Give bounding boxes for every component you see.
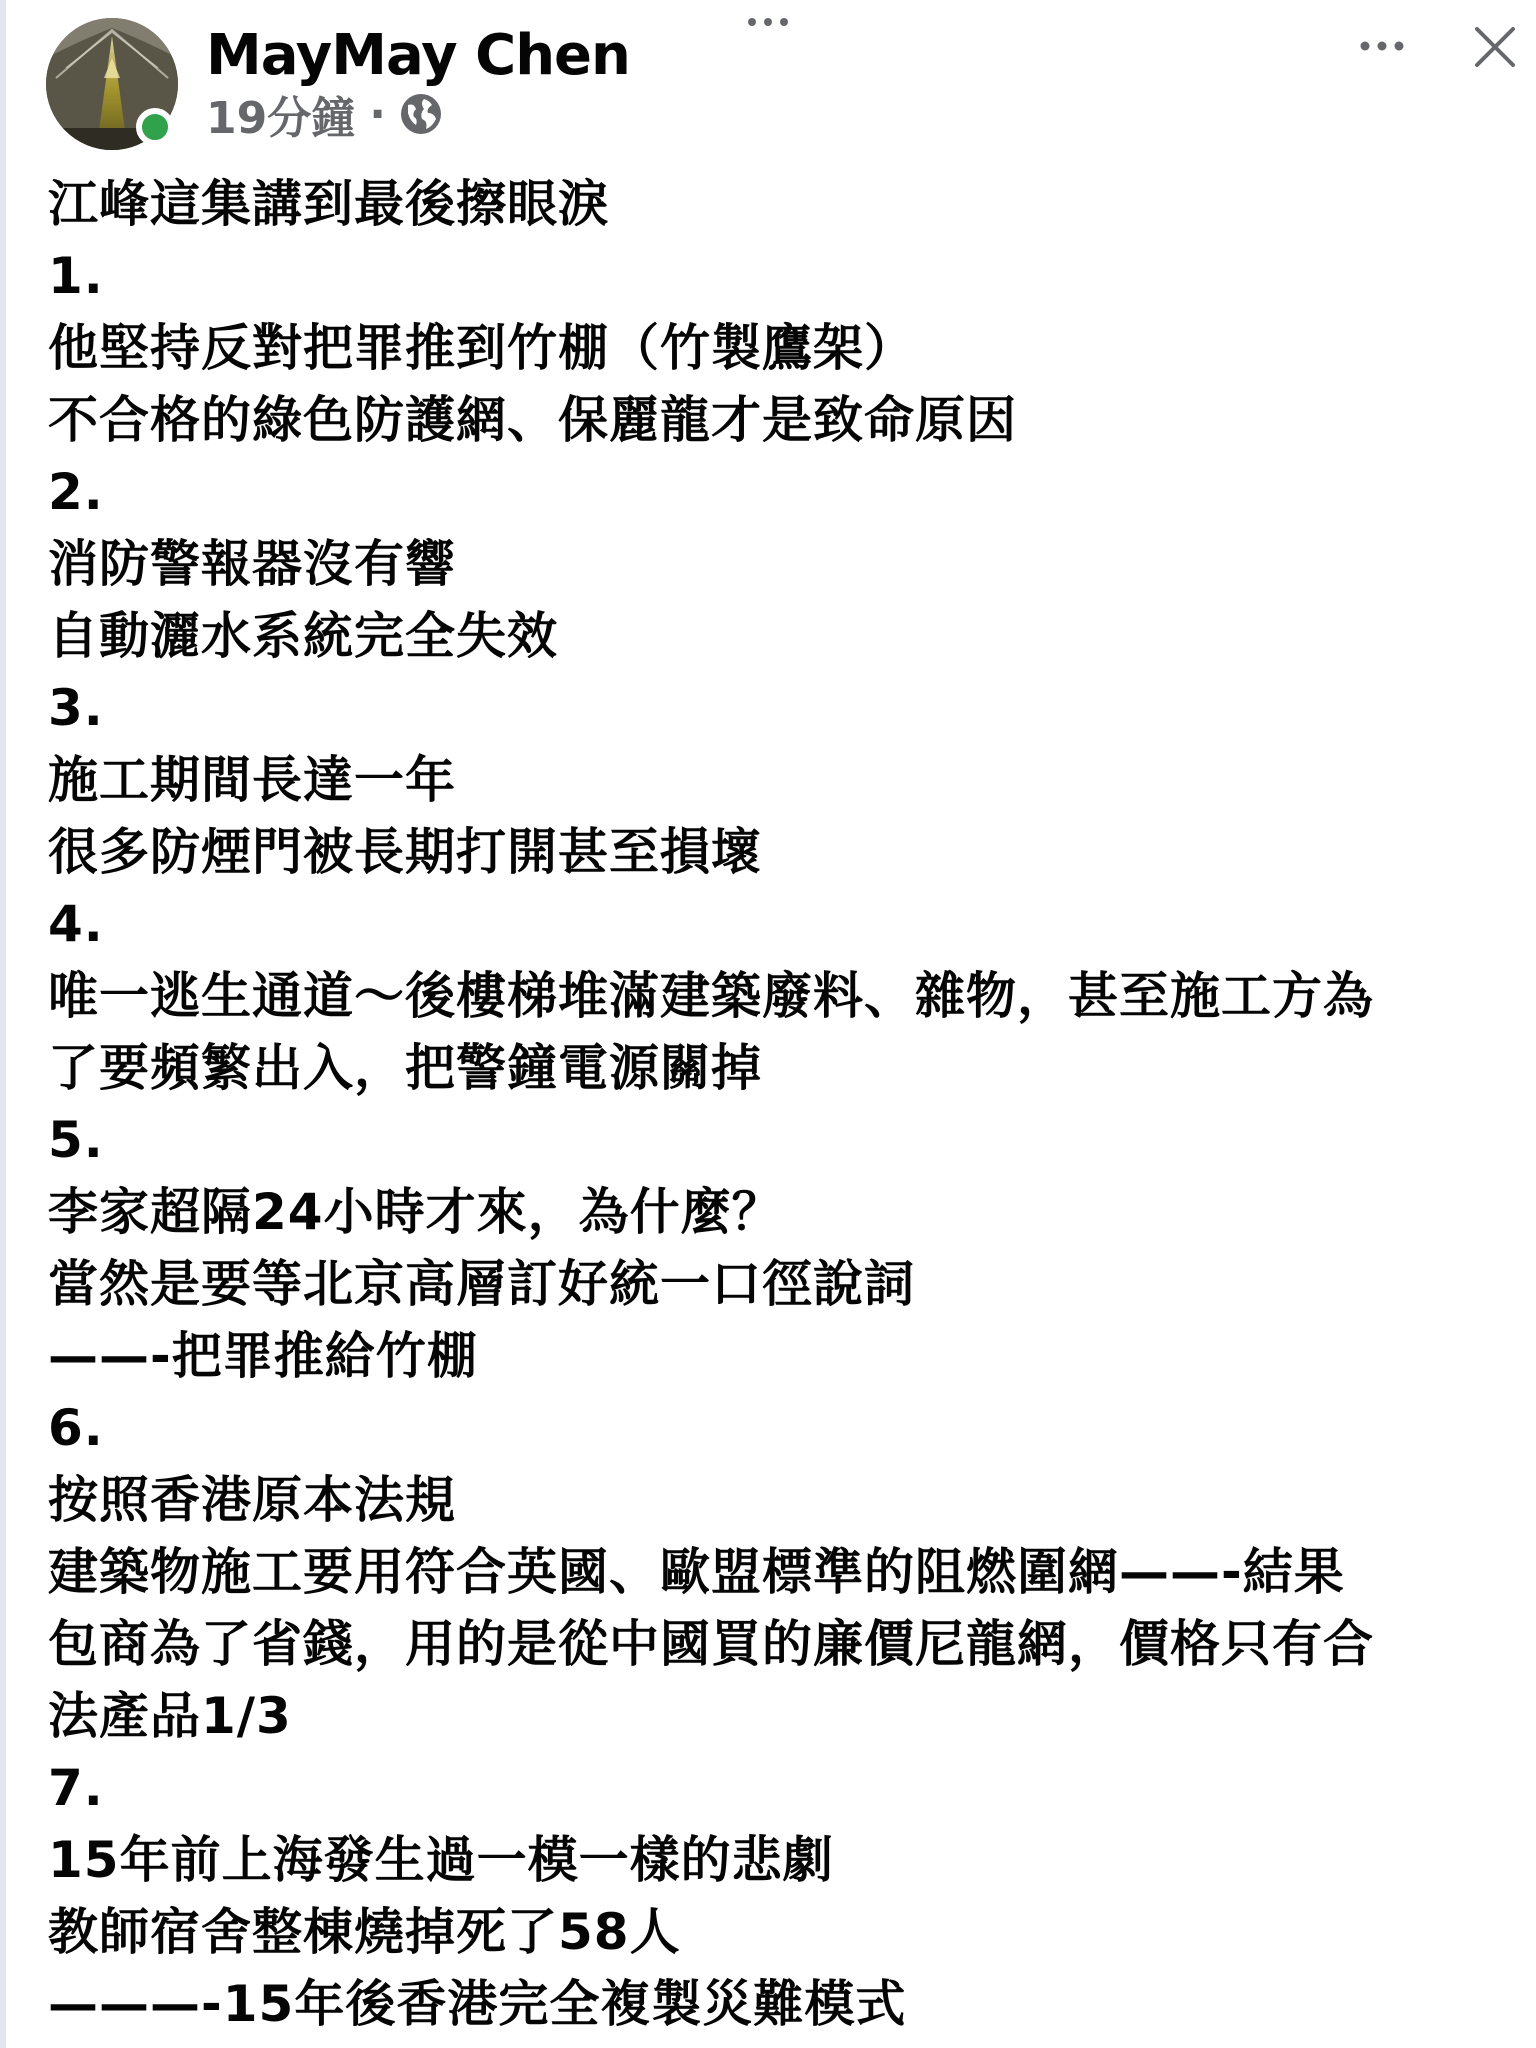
- post-body: [48, 168, 1524, 2040]
- post-text-line: 3.: [48, 679, 104, 737]
- post-text-line: 包商為了省錢，用的是從中國買的廉價尼龍網，價格只有合: [48, 1615, 1374, 1673]
- close-button[interactable]: [1466, 18, 1524, 76]
- more-horizontal-icon[interactable]: [744, 12, 792, 32]
- post-text-line: 15年前上海發生過一模一樣的悲劇: [48, 1831, 834, 1889]
- post-text-line: 了要頻繁出入，把警鐘電源關掉: [48, 1039, 762, 1097]
- post-text-line: 5.: [48, 1111, 104, 1169]
- post-text-line: 不合格的綠色防護網、保麗龍才是致命原因: [48, 391, 1017, 449]
- post-text-line: ——-把罪推給竹棚: [48, 1327, 478, 1385]
- close-icon: [1473, 25, 1517, 69]
- online-status-dot: [136, 108, 174, 146]
- post-meta: [206, 86, 444, 142]
- post-text-line: 2.: [48, 463, 104, 521]
- post-text-line: 李家超隔24小時才來，為什麼？: [48, 1183, 783, 1241]
- post-text-line: 7.: [48, 1759, 104, 1817]
- post-text-line: 當然是要等北京高層訂好統一口徑說詞: [48, 1255, 915, 1313]
- author-name[interactable]: MayMay Chen: [206, 23, 630, 88]
- post-text-line: 按照香港原本法規: [48, 1471, 456, 1529]
- post-text-line: 建築物施工要用符合英國、歐盟標準的阻燃圍網——-結果: [48, 1543, 1345, 1601]
- post-text-line: 自動灑水系統完全失效: [48, 607, 558, 665]
- post-text-line: 1.: [48, 247, 104, 305]
- post-text-line: 唯一逃生通道～後樓梯堆滿建築廢料、雜物，甚至施工方為: [48, 967, 1374, 1025]
- post-text-line: 施工期間長達一年: [48, 751, 456, 809]
- globe-icon[interactable]: [398, 91, 444, 137]
- post-text-line: 江峰這集講到最後擦眼淚: [48, 175, 609, 233]
- meta-separator: ·: [369, 88, 386, 140]
- post-text-line: 很多防煙門被長期打開甚至損壞: [48, 823, 762, 881]
- post-text-line: 消防警報器沒有響: [48, 535, 456, 593]
- post-text-line: 6.: [48, 1399, 104, 1457]
- post-text-line: ———-15年後香港完全複製災難模式: [48, 1975, 907, 2033]
- post-text-line: 教師宿舍整棟燒掉死了58人: [48, 1903, 681, 1961]
- post-header: [0, 0, 1536, 160]
- post-text-line: 4.: [48, 895, 104, 953]
- post-options-button[interactable]: [1354, 22, 1410, 70]
- more-horizontal-icon: [1358, 39, 1406, 53]
- post-text-line: 他堅持反對把罪推到竹棚（竹製鷹架）: [48, 319, 915, 377]
- post-text-line: 法產品1/3: [48, 1687, 292, 1745]
- post-timestamp[interactable]: 19分鐘: [206, 93, 356, 144]
